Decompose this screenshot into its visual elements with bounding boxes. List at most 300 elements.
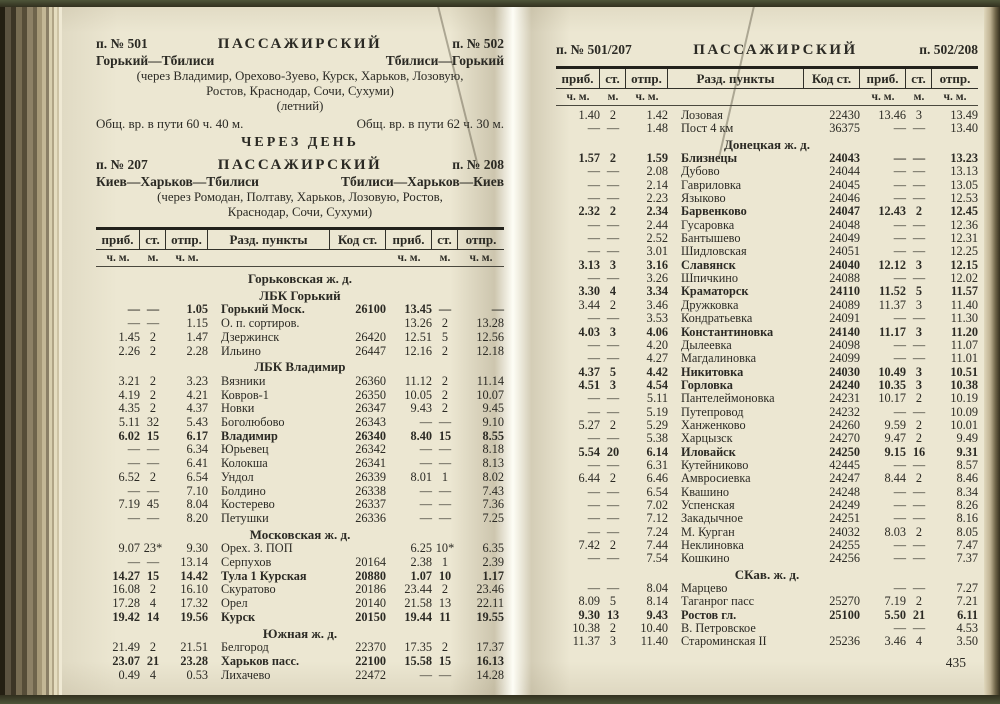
- unit-label: ч. м.: [871, 91, 895, 103]
- stop-minutes: —: [146, 555, 160, 570]
- arrival-time: 7.19: [118, 497, 140, 512]
- return-departure-time: 12.15: [950, 257, 978, 272]
- timetable-row: [96, 416, 504, 430]
- station-name: Ильино: [221, 343, 261, 358]
- return-stop-minutes: 3: [915, 297, 923, 312]
- station-name: Константиновка: [681, 324, 774, 339]
- arrival-time: —: [127, 483, 140, 498]
- return-departure-time: 13.13: [950, 164, 978, 179]
- column-header: Разд. пункты: [668, 69, 804, 88]
- station-code: 26347: [355, 401, 386, 416]
- return-stop-minutes: 11: [439, 609, 451, 624]
- return-arrival-time: —: [893, 581, 906, 596]
- arrival-time: 2.26: [118, 343, 140, 358]
- timetable-row: [556, 406, 978, 419]
- station-name: Харцызск: [681, 431, 733, 446]
- station-code: 25100: [829, 607, 860, 622]
- stop-minutes: —: [146, 316, 160, 331]
- departure-time: 0.53: [186, 667, 208, 682]
- return-departure-time: 13.49: [950, 108, 978, 122]
- train2-route-return: Тбилиси—Харьков—Киев: [341, 174, 504, 189]
- stop-minutes: 15: [146, 568, 160, 583]
- section-header: ЛБК Горький: [259, 287, 341, 303]
- timetable-row: [556, 392, 978, 405]
- stop-minutes: —: [606, 511, 620, 526]
- station-code: 24048: [829, 217, 860, 232]
- return-departure-time: 2.39: [482, 555, 504, 570]
- station-name: Магдалиновка: [681, 351, 757, 366]
- return-arrival-time: —: [893, 271, 906, 286]
- stop-minutes: 13: [606, 607, 620, 622]
- stop-minutes: 14: [146, 609, 160, 624]
- return-arrival-time: —: [893, 551, 906, 566]
- departure-time: 4.54: [646, 377, 668, 392]
- arrival-time: 7.42: [578, 538, 600, 552]
- unit-label: [330, 250, 386, 266]
- arrival-time: 4.03: [578, 324, 600, 339]
- return-arrival-time: —: [419, 667, 432, 682]
- station-name: Тула 1 Курская: [221, 568, 307, 583]
- arrival-time: —: [587, 404, 600, 419]
- station-code: 24049: [829, 231, 860, 246]
- stop-minutes: 15: [146, 428, 160, 443]
- return-arrival-time: 8.40: [410, 428, 432, 443]
- return-departure-time: 12.45: [950, 204, 978, 219]
- return-stop-minutes: —: [912, 271, 926, 286]
- departure-time: 11.40: [640, 634, 668, 649]
- arrival-time: 3.21: [118, 373, 140, 388]
- departure-time: 1.15: [186, 316, 208, 331]
- return-stop-minutes: —: [912, 404, 926, 419]
- station-name: Близнецы: [681, 151, 738, 166]
- return-stop-minutes: 3: [915, 324, 923, 339]
- timetable-row: [96, 597, 504, 611]
- timetable-row: [556, 339, 978, 352]
- station-name: Староминская II: [681, 634, 767, 649]
- return-departure-time: 12.25: [950, 244, 978, 259]
- timetable-row: [556, 622, 978, 635]
- station-name: Шидловская: [681, 244, 747, 259]
- return-stop-minutes: 5: [915, 284, 923, 299]
- return-arrival-time: —: [419, 510, 432, 525]
- return-arrival-time: 9.59: [884, 417, 906, 432]
- return-departure-time: 8.05: [956, 524, 978, 539]
- departure-time: 7.24: [646, 524, 668, 539]
- train1-frequency: ЧЕРЕЗ ДЕНЬ: [241, 135, 359, 150]
- timetable-row: [96, 317, 504, 331]
- station-name: Горловка: [681, 377, 733, 392]
- station-code: 26337: [355, 497, 386, 512]
- departure-time: 2.52: [646, 231, 668, 246]
- return-stop-minutes: 13: [438, 596, 452, 611]
- stop-minutes: —: [606, 191, 620, 206]
- timetable-row: [556, 446, 978, 459]
- unit-label: [668, 89, 804, 105]
- column-header: отпр.: [166, 230, 208, 249]
- departure-time: 7.44: [646, 538, 668, 552]
- column-header: Код ст.: [804, 69, 860, 88]
- return-departure-time: 7.36: [482, 497, 504, 512]
- train2-via-line1: (через Ромодан, Полтаву, Харьков, Лозовую, Ростов,: [157, 190, 443, 204]
- stop-minutes: —: [146, 483, 160, 498]
- return-arrival-time: —: [419, 497, 432, 512]
- timetable-row: [96, 512, 504, 526]
- station-name: Дзержинск: [221, 329, 280, 344]
- return-arrival-time: 8.03: [884, 524, 906, 539]
- return-stop-minutes: —: [912, 538, 926, 552]
- stop-minutes: —: [606, 311, 620, 326]
- arrival-time: 3.13: [578, 257, 600, 272]
- return-arrival-time: 6.25: [410, 541, 432, 556]
- return-departure-time: 11.40: [950, 297, 978, 312]
- book-cover-strip-bottom: [0, 695, 1000, 704]
- stop-minutes: 2: [609, 297, 617, 312]
- station-name: Амвросиевка: [681, 471, 751, 486]
- return-arrival-time: —: [893, 191, 906, 206]
- arrival-time: —: [587, 121, 600, 136]
- return-departure-time: 12.31: [950, 231, 978, 246]
- station-name: Курск: [221, 609, 256, 624]
- return-arrival-time: 11.52: [879, 284, 906, 299]
- departure-time: 1.42: [646, 108, 668, 122]
- return-departure-time: 8.13: [482, 456, 504, 471]
- return-arrival-time: 21.58: [404, 596, 432, 611]
- return-stop-minutes: 16: [912, 444, 926, 459]
- departure-time: 6.54: [646, 484, 668, 499]
- station-code: 26100: [355, 302, 386, 317]
- departure-time: 2.14: [646, 177, 668, 192]
- right-page: [556, 42, 978, 671]
- return-stop-minutes: 10: [438, 568, 452, 583]
- station-code: 20150: [355, 609, 386, 624]
- train1-title-row: [96, 36, 504, 53]
- return-stop-minutes: —: [438, 497, 452, 512]
- station-name: Орех. З. ПОП: [221, 541, 293, 556]
- return-arrival-time: —: [893, 511, 906, 526]
- return-arrival-time: 9.15: [884, 444, 906, 459]
- section-header: ЛБК Владимир: [254, 359, 346, 375]
- return-stop-minutes: 2: [915, 391, 923, 406]
- arrival-time: —: [587, 581, 600, 596]
- return-stop-minutes: 2: [441, 401, 449, 416]
- stop-minutes: 20: [606, 444, 620, 459]
- return-arrival-time: —: [893, 231, 906, 246]
- arrival-time: 10.38: [572, 621, 600, 636]
- section-row: [96, 526, 504, 543]
- station-code: 24098: [829, 337, 860, 352]
- station-code: 24232: [829, 404, 860, 419]
- return-stop-minutes: —: [438, 442, 452, 457]
- station-code: 22100: [355, 653, 386, 668]
- departure-time: 1.05: [186, 302, 208, 317]
- stop-minutes: 4: [149, 596, 157, 611]
- station-name: Ковров-1: [221, 387, 269, 402]
- arrival-time: —: [587, 457, 600, 472]
- stop-minutes: —: [606, 164, 620, 179]
- timetable-row: [556, 312, 978, 325]
- return-departure-time: —: [491, 302, 504, 317]
- return-arrival-time: 11.17: [879, 324, 906, 339]
- timetable-row: [556, 326, 978, 339]
- unit-label: ч. м.: [635, 91, 659, 103]
- timetable-row: [556, 245, 978, 258]
- arrival-time: 3.30: [578, 284, 600, 299]
- return-arrival-time: 7.19: [884, 594, 906, 609]
- station-code: 24040: [829, 257, 860, 272]
- arrival-time: —: [127, 456, 140, 471]
- station-name: О. п. сортиров.: [221, 316, 300, 331]
- book-cover-strip-top: [0, 0, 1000, 7]
- return-stop-minutes: —: [912, 457, 926, 472]
- arrival-time: 16.08: [112, 582, 140, 597]
- train2-route-outbound: Киев—Харьков—Тбилиси: [96, 174, 259, 189]
- section-header: Южная ж. д.: [262, 625, 338, 641]
- return-arrival-time: —: [893, 311, 906, 326]
- return-arrival-time: —: [419, 415, 432, 430]
- return-stop-minutes: —: [912, 351, 926, 366]
- station-code: 24046: [829, 191, 860, 206]
- return-arrival-time: 12.51: [404, 329, 432, 344]
- return-arrival-time: —: [893, 497, 906, 512]
- return-stop-minutes: 2: [441, 373, 449, 388]
- timetable-row: [556, 486, 978, 499]
- timetable-row: [556, 419, 978, 432]
- station-name: Дылеевка: [681, 337, 732, 352]
- station-code: 26338: [355, 483, 386, 498]
- departure-time: 3.46: [646, 297, 668, 312]
- return-stop-minutes: —: [912, 244, 926, 259]
- station-name: В. Петровское: [681, 621, 756, 636]
- arrival-time: 1.57: [578, 151, 600, 166]
- return-stop-minutes: 1: [441, 469, 449, 484]
- column-header: Код ст.: [330, 230, 386, 249]
- return-stop-minutes: 2: [441, 640, 449, 655]
- return-stop-minutes: 4: [915, 634, 923, 649]
- stop-minutes: 3: [609, 324, 617, 339]
- stop-minutes: —: [606, 271, 620, 286]
- timetable-row: [556, 205, 978, 218]
- return-departure-time: 7.47: [956, 538, 978, 552]
- station-name: Пост 4 км: [681, 121, 734, 136]
- arrival-time: —: [127, 316, 140, 331]
- return-departure-time: 8.55: [482, 428, 504, 443]
- return-departure-time: 6.35: [482, 541, 504, 556]
- return-stop-minutes: 2: [441, 343, 449, 358]
- return-departure-time: 12.18: [476, 343, 504, 358]
- combined-train-number-outbound: п. № 501/207: [556, 42, 632, 57]
- timetable-row: [556, 179, 978, 192]
- station-name: Языково: [681, 191, 726, 206]
- station-code: 26341: [355, 456, 386, 471]
- departure-time: 4.27: [646, 351, 668, 366]
- timetable-row: [556, 152, 978, 165]
- return-stop-minutes: 10*: [435, 541, 455, 556]
- section-row: [96, 625, 504, 642]
- return-arrival-time: 19.44: [404, 609, 432, 624]
- train1-duration-outbound: Общ. вр. в пути 60 ч. 40 м.: [96, 116, 244, 131]
- departure-time: 2.08: [646, 164, 668, 179]
- stop-minutes: —: [606, 231, 620, 246]
- station-code: 20140: [355, 596, 386, 611]
- station-code: 24256: [829, 551, 860, 566]
- departure-time: 3.26: [646, 271, 668, 286]
- station-code: 24260: [829, 417, 860, 432]
- station-name: Краматорск: [681, 284, 749, 299]
- station-code: 26339: [355, 469, 386, 484]
- departure-time: 21.51: [180, 640, 208, 655]
- timetable-body: [96, 267, 504, 682]
- station-code: 24248: [829, 484, 860, 499]
- stop-minutes: 2: [149, 582, 157, 597]
- station-name: Иловайск: [681, 444, 736, 459]
- departure-time: 13.14: [180, 555, 208, 570]
- return-stop-minutes: 2: [915, 471, 923, 486]
- departure-time: 17.32: [180, 596, 208, 611]
- station-name: Ундол: [221, 469, 254, 484]
- departure-time: 3.34: [646, 284, 668, 299]
- departure-time: 8.20: [186, 510, 208, 525]
- return-departure-time: 1.17: [482, 568, 504, 583]
- unit-label: м.: [913, 91, 925, 103]
- arrival-time: 23.07: [112, 653, 140, 668]
- station-name: Петушки: [221, 510, 269, 525]
- departure-time: 2.28: [186, 343, 208, 358]
- return-departure-time: 19.55: [476, 609, 504, 624]
- train1-number-outbound: п. № 501: [96, 36, 148, 51]
- station-name: Колокша: [221, 456, 268, 471]
- station-name: Путепровод: [681, 404, 744, 419]
- station-name: Барвенково: [681, 204, 747, 219]
- timetable-row: [556, 366, 978, 379]
- return-stop-minutes: 2: [915, 204, 923, 219]
- train2-via-line2: Краснодар, Сочи, Сухуми): [227, 205, 373, 219]
- return-stop-minutes: 2: [915, 431, 923, 446]
- stop-minutes: 5: [609, 594, 617, 609]
- return-stop-minutes: —: [912, 121, 926, 136]
- arrival-time: 1.45: [118, 329, 140, 344]
- return-stop-minutes: —: [912, 551, 926, 566]
- return-stop-minutes: 3: [915, 364, 923, 379]
- column-header: ст.: [140, 230, 166, 249]
- station-code: 24099: [829, 351, 860, 366]
- stop-minutes: —: [146, 302, 160, 317]
- return-departure-time: 10.19: [950, 391, 978, 406]
- return-departure-time: 11.14: [476, 373, 504, 388]
- train2-block: [96, 157, 504, 220]
- return-stop-minutes: —: [912, 581, 926, 596]
- station-code: 24044: [829, 164, 860, 179]
- column-header: отпр.: [939, 71, 971, 86]
- return-departure-time: 7.27: [956, 581, 978, 596]
- station-name: Гавриловка: [681, 177, 742, 192]
- return-departure-time: 9.31: [956, 444, 978, 459]
- station-name: Марцево: [681, 581, 728, 596]
- return-stop-minutes: —: [912, 311, 926, 326]
- station-name: Ростов гл.: [681, 607, 737, 622]
- departure-time: 5.38: [646, 431, 668, 446]
- station-name: Кутейниково: [681, 457, 749, 472]
- arrival-time: 0.49: [118, 667, 140, 682]
- station-name: Серпухов: [221, 555, 272, 570]
- return-arrival-time: —: [893, 151, 906, 166]
- arrival-time: —: [587, 311, 600, 326]
- station-code: 24247: [829, 471, 860, 486]
- unit-label: ч. м.: [397, 252, 421, 264]
- return-departure-time: 10.07: [476, 387, 504, 402]
- departure-time: 1.59: [646, 151, 668, 166]
- timetable-units-row: [556, 89, 978, 106]
- unit-label: ч. м.: [943, 91, 967, 103]
- station-name: Кондратьевка: [681, 311, 753, 326]
- timetable-row: [96, 375, 504, 389]
- arrival-time: 4.35: [118, 401, 140, 416]
- return-departure-time: 14.28: [476, 667, 504, 682]
- station-code: 20164: [355, 555, 386, 570]
- station-name: Бантышево: [681, 231, 741, 246]
- return-stop-minutes: —: [912, 621, 926, 636]
- stop-minutes: 32: [146, 415, 160, 430]
- station-code: 26343: [355, 415, 386, 430]
- return-departure-time: 7.25: [482, 510, 504, 525]
- return-arrival-time: 11.37: [878, 297, 906, 312]
- stop-minutes: 4: [609, 284, 617, 299]
- timetable-row: [96, 402, 504, 416]
- train2-route-row: [96, 174, 504, 190]
- station-code: 26336: [355, 510, 386, 525]
- station-name: Успенская: [681, 497, 735, 512]
- return-departure-time: 8.16: [956, 511, 978, 526]
- timetable-left: [96, 227, 504, 682]
- station-code: 22370: [355, 640, 386, 655]
- section-header: СКав. ж. д.: [734, 566, 800, 582]
- return-departure-time: 12.53: [950, 191, 978, 206]
- departure-time: 2.23: [646, 191, 668, 206]
- timetable-column-headers: [556, 69, 978, 89]
- arrival-time: 4.19: [118, 387, 140, 402]
- arrival-time: 6.44: [578, 471, 600, 486]
- arrival-time: 6.52: [118, 469, 140, 484]
- return-arrival-time: 12.12: [878, 257, 906, 272]
- page-number-right: 435: [945, 654, 966, 670]
- stop-minutes: —: [606, 337, 620, 352]
- return-departure-time: 10.01: [950, 417, 978, 432]
- stop-minutes: —: [606, 404, 620, 419]
- column-header: ст.: [600, 69, 626, 88]
- station-code: 24140: [829, 324, 860, 339]
- stop-minutes: —: [606, 457, 620, 472]
- departure-time: 7.10: [186, 483, 208, 498]
- station-name: Новки: [221, 401, 255, 416]
- column-header: приб.: [386, 230, 432, 249]
- column-header: Разд. пункты: [208, 230, 330, 249]
- arrival-time: —: [127, 555, 140, 570]
- return-stop-minutes: —: [438, 510, 452, 525]
- return-arrival-time: 12.43: [878, 204, 906, 219]
- unit-label: ч. м.: [566, 91, 590, 103]
- stop-minutes: —: [606, 244, 620, 259]
- return-stop-minutes: 1: [441, 555, 449, 570]
- station-name: Горький Моск.: [221, 302, 305, 317]
- section-header: Донецкая ж. д.: [723, 136, 811, 152]
- stop-minutes: 2: [609, 417, 617, 432]
- arrival-time: —: [587, 217, 600, 232]
- return-stop-minutes: —: [438, 415, 452, 430]
- stop-minutes: —: [606, 581, 620, 596]
- train2-category: ПАССАЖИРСКИЙ: [217, 157, 383, 173]
- station-name: Костерево: [221, 497, 275, 512]
- departure-time: 4.42: [646, 364, 668, 379]
- station-code: 20186: [355, 582, 386, 597]
